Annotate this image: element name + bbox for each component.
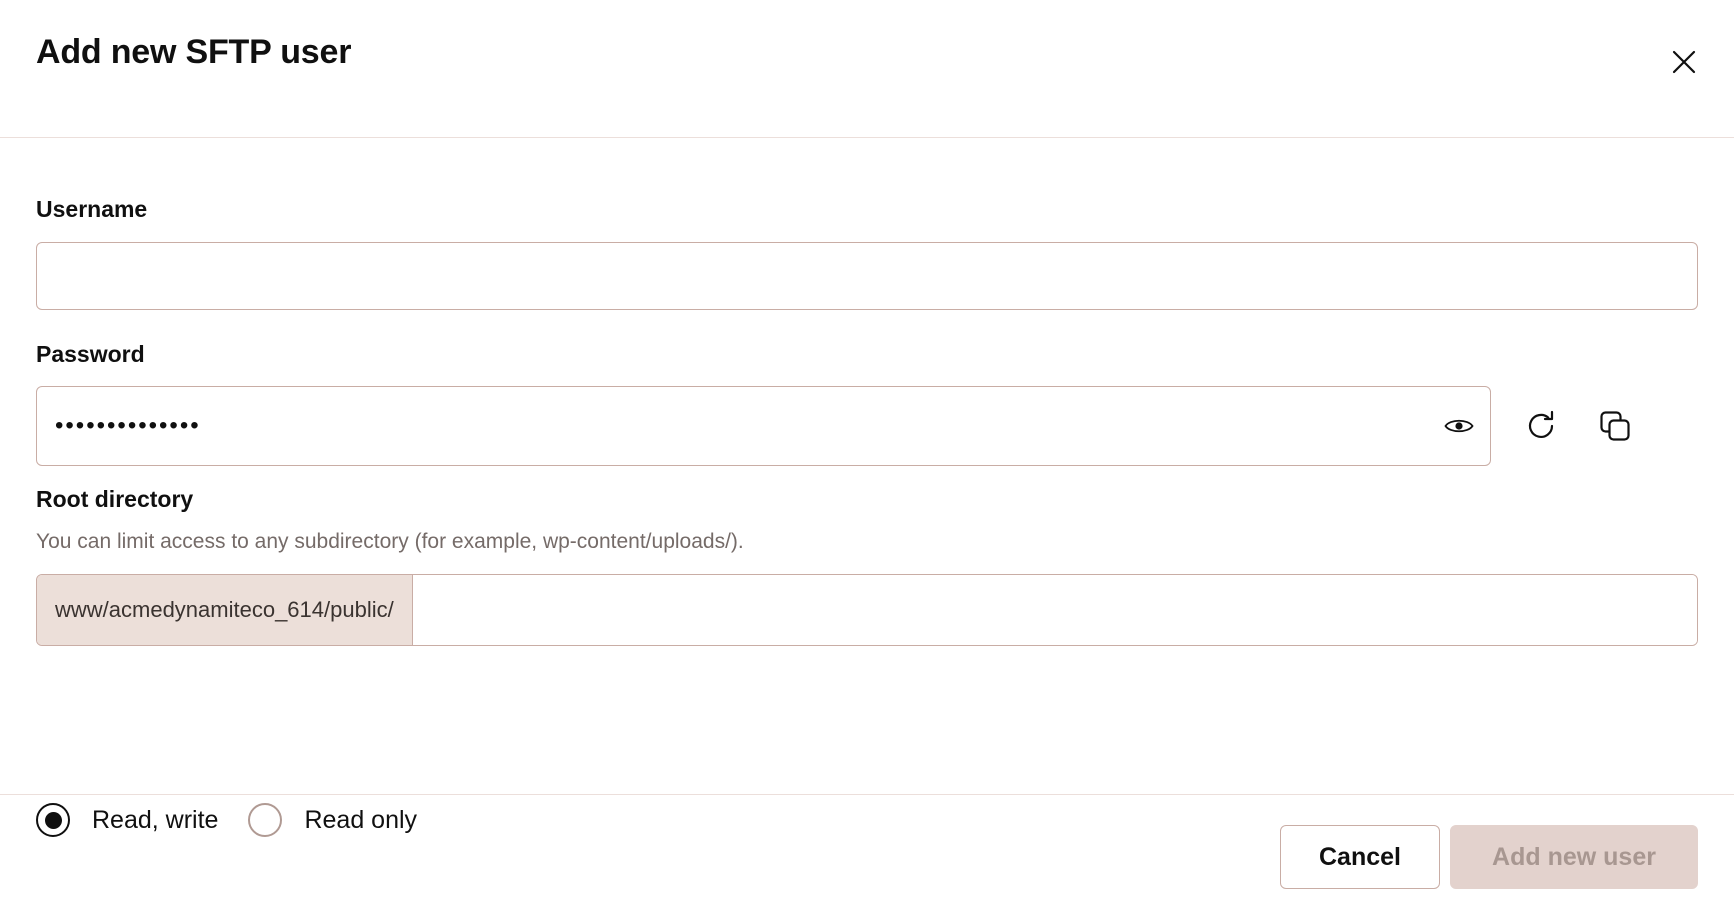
close-icon[interactable] xyxy=(1662,40,1706,84)
root-directory-input-group xyxy=(36,574,1698,646)
radio-read-only-label: Read only xyxy=(304,805,418,834)
root-directory-prefix: www/acmedynamiteco_614/public/ xyxy=(37,575,413,645)
copy-icon-glyph xyxy=(1597,408,1633,444)
dialog-footer xyxy=(0,794,1734,922)
eye-icon[interactable] xyxy=(1441,408,1477,444)
username-label: Username xyxy=(36,196,148,222)
add-new-user-button[interactable]: Add new user xyxy=(1450,825,1698,889)
root-directory-help: You can limit access to any subdirectory (for example, wp-content/uploads/). xyxy=(36,530,744,553)
dialog-header xyxy=(0,0,1734,138)
password-label: Password xyxy=(36,341,145,367)
password-input-wrap xyxy=(36,386,1491,466)
eye-icon-glyph xyxy=(1444,416,1474,436)
username-input[interactable] xyxy=(36,242,1698,310)
copy-icon[interactable] xyxy=(1587,398,1643,454)
password-input[interactable] xyxy=(36,386,1491,466)
cancel-button[interactable]: Cancel xyxy=(1280,825,1440,889)
refresh-icon[interactable] xyxy=(1513,398,1569,454)
refresh-icon-glyph xyxy=(1523,408,1559,444)
radio-read-write-label: Read, write xyxy=(92,805,219,834)
dialog-title: Add new SFTP user xyxy=(36,33,352,71)
root-directory-label: Root directory xyxy=(36,486,194,512)
close-icon-glyph xyxy=(1670,48,1698,76)
password-row xyxy=(36,386,1698,466)
root-directory-input[interactable] xyxy=(413,575,1697,645)
dialog-body xyxy=(0,138,1734,834)
